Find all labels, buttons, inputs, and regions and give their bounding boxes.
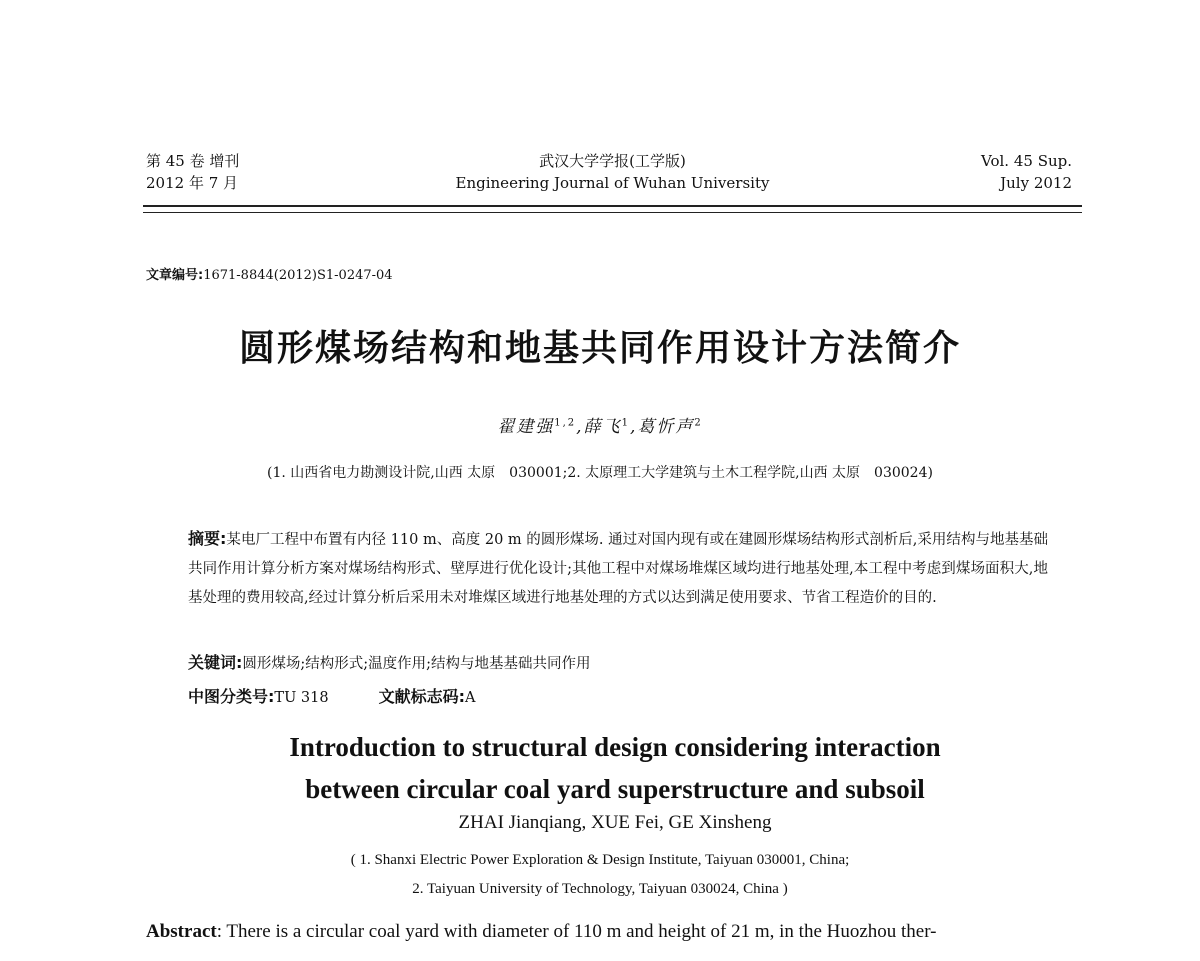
clc-value: TU 318	[274, 690, 329, 706]
author-sep-2: ,	[629, 417, 638, 437]
journal-volume-en	[981, 150, 1072, 194]
affiliation-en-line-1: ( 1. Shanxi Electric Power Exploration & Design Institute, Taiyuan 030001, China;	[350, 852, 850, 868]
affiliation-en	[0, 846, 1200, 904]
title-en	[0, 726, 1200, 810]
authors-cn	[0, 412, 1200, 437]
author-3-cn: 葛忻声	[637, 417, 695, 437]
journal-name-en: Engineering Journal of Wuhan University	[455, 174, 770, 192]
header-rule-thick	[143, 205, 1082, 207]
article-number-value: 1671-8844(2012)S1-0247-04	[203, 268, 393, 283]
header-rule-thin	[143, 212, 1082, 213]
article-number-label: 文章编号:	[146, 268, 204, 283]
author-2-cn: 薛飞	[583, 417, 622, 437]
title-cn: 圆形煤场结构和地基共同作用设计方法简介	[238, 328, 961, 369]
title-en-line-1: Introduction to structural design considering interaction	[289, 732, 941, 762]
author-1-affil: 1,2	[554, 417, 577, 429]
journal-name-cn: 武汉大学学报(工学版)	[539, 152, 686, 170]
volume-en: Vol. 45 Sup.	[981, 152, 1072, 170]
journal-volume-info	[146, 150, 239, 194]
article-number	[146, 264, 393, 283]
author-1-cn: 翟建强	[497, 417, 555, 437]
abstract-cn-text: 某电厂工程中布置有内径 110 m、高度 20 m 的圆形煤场. 通过对国内现有或在建圆形煤场结构形式剖析后,采用结构与地基基础共同作用计算分析方案对煤场结构形式、壁厚进行优化设计;其他工程中对煤场堆煤区域均进行地基处理,本工程中考虑到煤场面积大,地基处理的费用较高,经过计算分析后采用未对堆煤区域进行地基处理的方式以达到满足使用要求、节省工程造价的目的.	[188, 532, 1048, 606]
abstract-cn	[188, 524, 1048, 613]
volume-issue: 第 45 卷 增刊	[146, 152, 240, 170]
abstract-en	[146, 916, 1086, 948]
clc-label: 中图分类号:	[188, 687, 275, 706]
publication-date-en: July 2012	[1000, 174, 1072, 192]
doc-code-value: A	[465, 690, 476, 706]
doc-code-label: 文献标志码:	[378, 687, 465, 706]
author-2-affil: 1	[621, 417, 630, 429]
abstract-en-label: Abstract	[146, 921, 217, 942]
authors-en: ZHAI Jianqiang, XUE Fei, GE Xinsheng	[458, 812, 772, 833]
affiliation-en-line-2: 2. Taiyuan University of Technology, Taiyuan 030024, China )	[412, 881, 788, 897]
classification	[188, 684, 475, 707]
abstract-cn-label: 摘要:	[188, 529, 227, 548]
abstract-en-text: : There is a circular coal yard with diameter of 110 m and height of 21 m, in the Huozhou ther-	[216, 921, 937, 942]
keywords-cn-label: 关键词:	[188, 653, 243, 672]
author-3-affil: 2	[694, 417, 703, 429]
publication-date-cn: 2012 年 7 月	[146, 174, 239, 192]
keywords-cn-text: 圆形煤场;结构形式;温度作用;结构与地基基础共同作用	[242, 656, 591, 672]
title-en-line-2: between circular coal yard superstructure and subsoil	[305, 774, 925, 804]
author-sep-1: ,	[576, 417, 584, 437]
journal-name	[300, 150, 925, 194]
affiliation-cn: (1. 山西省电力勘测设计院,山西 太原 030001;2. 太原理工大学建筑与土木工程学院,山西 太原 030024)	[267, 465, 933, 481]
keywords-cn	[188, 650, 591, 673]
